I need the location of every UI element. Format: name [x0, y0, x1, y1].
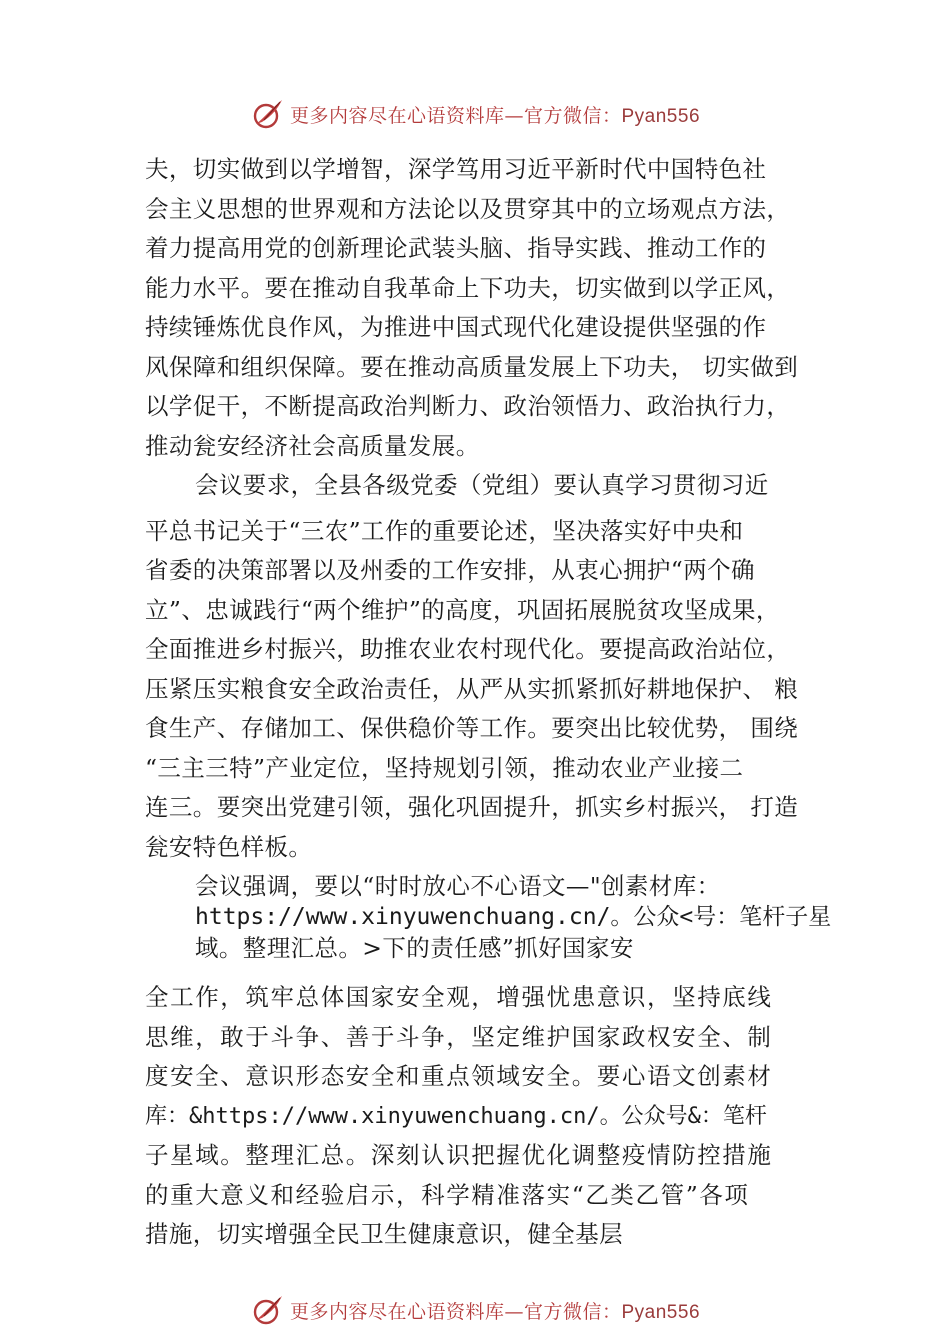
text-line: 瓮安特色样板。 [145, 832, 313, 861]
text-line: 会议强调，要以“时时放心不心语文—"创素材库： [195, 872, 721, 900]
paragraph-3 [145, 871, 832, 964]
text-line: 子星域。整理汇总。深刻认识把握优化调整疫情防控措施 [145, 1141, 773, 1169]
banner-wechat-account: Pyan556 [621, 1301, 701, 1323]
banner-promo-text: 更多内容尽在心语资料库—官方微信： [289, 1300, 622, 1323]
text-line: 平总书记关于“三农”工作的重要论述，坚决落实好中央和 [145, 516, 744, 545]
text-line: 省委的决策部署以及州委的工作安排，从衷心拥护“两个确 [145, 556, 755, 584]
text-line: 全工作，筑牢总体国家安全观，增强忧患意识，坚持底线 [145, 983, 773, 1011]
text-line: 立”、忠诚践行“两个维护”的高度，巩固拓展脱贫攻坚成果， [145, 595, 780, 624]
text-line: 风保障和组织保障。要在推动高质量发展上下功夫， 切实做到 [145, 352, 799, 381]
banner-wechat-account: Pyan556 [621, 105, 701, 127]
quill-pen-logo-icon [250, 1292, 286, 1328]
text-line: 连三。要突出党建引领，强化巩固提升，抓实乡村振兴， 打造 [145, 793, 799, 821]
document-body [145, 150, 832, 1255]
text-line: 着力提高用党的创新理论武装头脑、指导实践、推动工作的 [145, 234, 767, 262]
header-banner [0, 94, 950, 134]
text-line: 域。整理汇总。>下的责任感”抓好国家安 [195, 934, 634, 962]
banner-promo-text: 更多内容尽在心语资料库—官方微信： [289, 104, 622, 127]
paragraph-4 [145, 978, 825, 1255]
paragraph-1 [145, 150, 825, 466]
text-line-url: https://www.xinyuwenchuang.cn/。公众<号：笔杆子星 [195, 904, 832, 930]
text-line: 推动瓮安经济社会高质量发展。 [145, 431, 480, 460]
text-line: 措施，切实增强全民卫生健康意识，健全基层 [145, 1220, 623, 1248]
text-line: “三主三特”产业定位，坚持规划引领，推动农业产业接二 [145, 753, 744, 782]
text-line-url: 库：&https://www.xinyuwenchuang.cn/。公众号&：笔杆 [145, 1103, 767, 1129]
text-line: 的重大意义和经验启示，科学精准落实“乙类乙管”各项 [145, 1180, 750, 1209]
text-line: 全面推进乡村振兴，助推农业农村现代化。要提高政治站位， [145, 635, 791, 663]
paragraph-2 [145, 466, 825, 867]
text-line: 能力水平。要在推动自我革命上下功夫，切实做到以学正风， [145, 273, 791, 302]
text-line: 以学促干，不断提高政治判断力、政治领悟力、政治执行力， [145, 392, 791, 420]
text-line: 夫，切实做到以学增智，深学笃用习近平新时代中国特色社 [145, 155, 767, 183]
text-line: 思维，敢于斗争、善于斗争，坚定维护国家政权安全、制 [145, 1022, 773, 1051]
text-line: 会议要求，全县各级党委（党组）要认真学习贯彻习近 [195, 471, 769, 499]
quill-pen-logo-icon [250, 96, 286, 132]
footer-banner [0, 1290, 950, 1330]
banner-text [290, 1297, 700, 1324]
text-line: 会主义思想的世界观和方法论以及贯穿其中的立场观点方法， [145, 194, 791, 223]
text-line: 压紧压实粮食安全政治责任，从严从实抓紧抓好耕地保护、 粮 [145, 674, 799, 703]
banner-text [290, 101, 700, 128]
text-line: 度安全、意识形态安全和重点领域安全。要心语文创素材 [145, 1062, 773, 1090]
text-line: 持续锤炼优良作风，为推进中国式现代化建设提供坚强的作 [145, 313, 767, 341]
text-line: 食生产、存储加工、保供稳价等工作。要突出比较优势， 围绕 [145, 714, 799, 742]
